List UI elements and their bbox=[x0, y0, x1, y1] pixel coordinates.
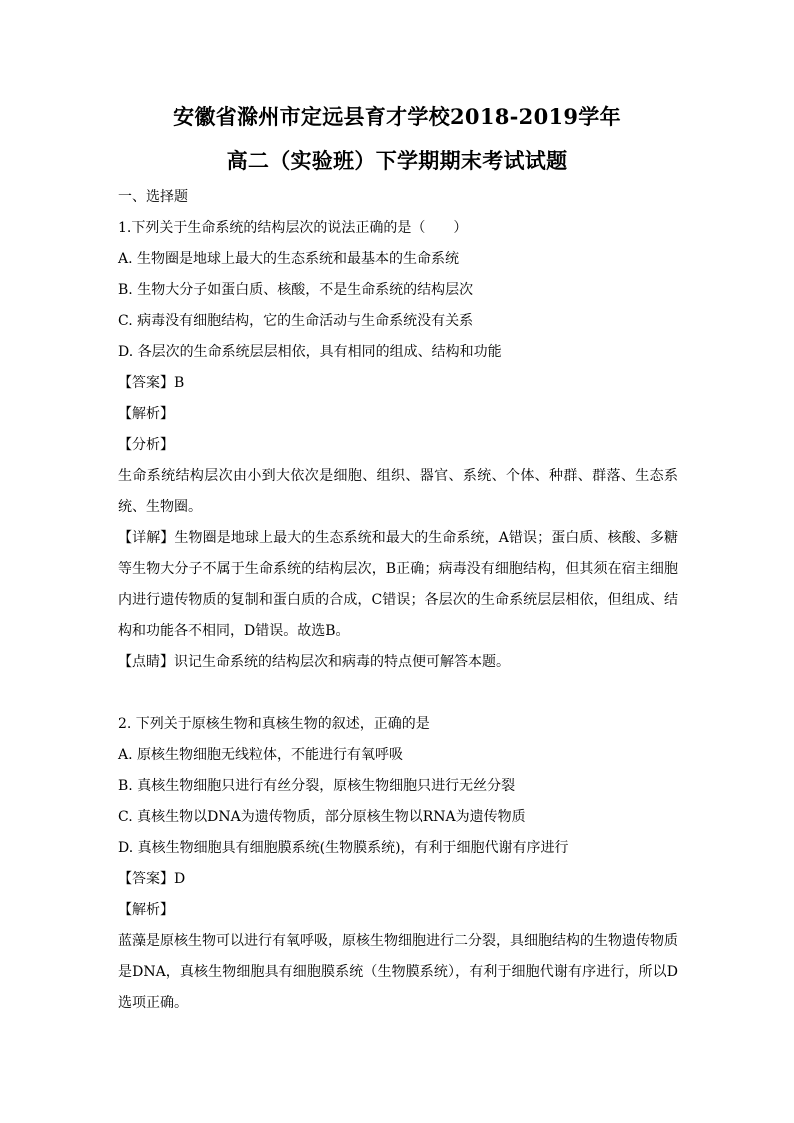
question-1-fenxi-label: 【分析】 bbox=[118, 437, 174, 453]
question-1-detail-text: 【详解】生物圈是地球上最大的生态系统和最大的生命系统，A错误；蛋白质、核酸、多糖等生物大分子不属于生命系统的结构层次，B正确；病毒没有细胞结构，但其须在宿主细胞内进行遗传物质的复制和蛋白质的合成，C错误；各层次的生命系统层层相依，但组成、结构和功能各不相同，D错误。故选B。 bbox=[118, 530, 678, 639]
question-1-analysis-label: 【解析】 bbox=[118, 406, 174, 422]
question-1-fenxi-text: 生命系统结构层次由小到大依次是细胞、组织、器官、系统、个体、种群、群落、生态系统、生物圈。 bbox=[118, 468, 678, 515]
document-title-line-2: 高二（实验班）下学期期末考试试题 bbox=[226, 148, 568, 173]
question-2-option-a: A. 原核生物细胞无线粒体，不能进行有氧呼吸 bbox=[118, 747, 404, 763]
document-body bbox=[118, 182, 678, 1019]
question-1-option-d: D. 各层次的生命系统层层相依，具有相同的组成、结构和功能 bbox=[118, 344, 502, 360]
question-1-option-a: A. 生物圈是地球上最大的生态系统和最基本的生命系统 bbox=[118, 251, 460, 267]
question-1-comment: 【点睛】识记生命系统的结构层次和病毒的特点便可解答本题。 bbox=[118, 654, 510, 670]
question-2-option-c: C. 真核生物以DNA为遗传物质，部分原核生物以RNA为遗传物质 bbox=[118, 809, 526, 825]
question-1-stem: 1.下列关于生命系统的结构层次的说法正确的是（ ） bbox=[118, 220, 468, 236]
question-spacer bbox=[118, 678, 678, 709]
question-1-answer: 【答案】B bbox=[118, 375, 185, 391]
question-2-stem: 2. 下列关于原核生物和真核生物的叙述，正确的是 bbox=[118, 716, 430, 732]
question-1-option-b: B. 生物大分子如蛋白质、核酸，不是生命系统的结构层次 bbox=[118, 282, 474, 298]
question-2-analysis-label: 【解析】 bbox=[118, 902, 174, 918]
question-2-analysis-text: 蓝藻是原核生物可以进行有氧呼吸，原核生物细胞进行二分裂，具细胞结构的生物遗传物质是DNA，真核生物细胞具有细胞膜系统（生物膜系统），有利于细胞代谢有序进行，所以D选项正确。 bbox=[118, 933, 678, 1011]
question-1-option-c: C. 病毒没有细胞结构，它的生命活动与生命系统没有关系 bbox=[118, 313, 474, 329]
question-2-answer: 【答案】D bbox=[118, 871, 186, 887]
question-2-option-d: D. 真核生物细胞具有细胞膜系统(生物膜系统)，有利于细胞代谢有序进行 bbox=[118, 840, 569, 856]
question-2-option-b: B. 真核生物细胞只进行有丝分裂，原核生物细胞只进行无丝分裂 bbox=[118, 778, 516, 794]
section-heading: 一、选择题 bbox=[118, 189, 188, 205]
document-title-line-1: 安徽省滁州市定远县育才学校2018-2019学年 bbox=[173, 104, 621, 129]
